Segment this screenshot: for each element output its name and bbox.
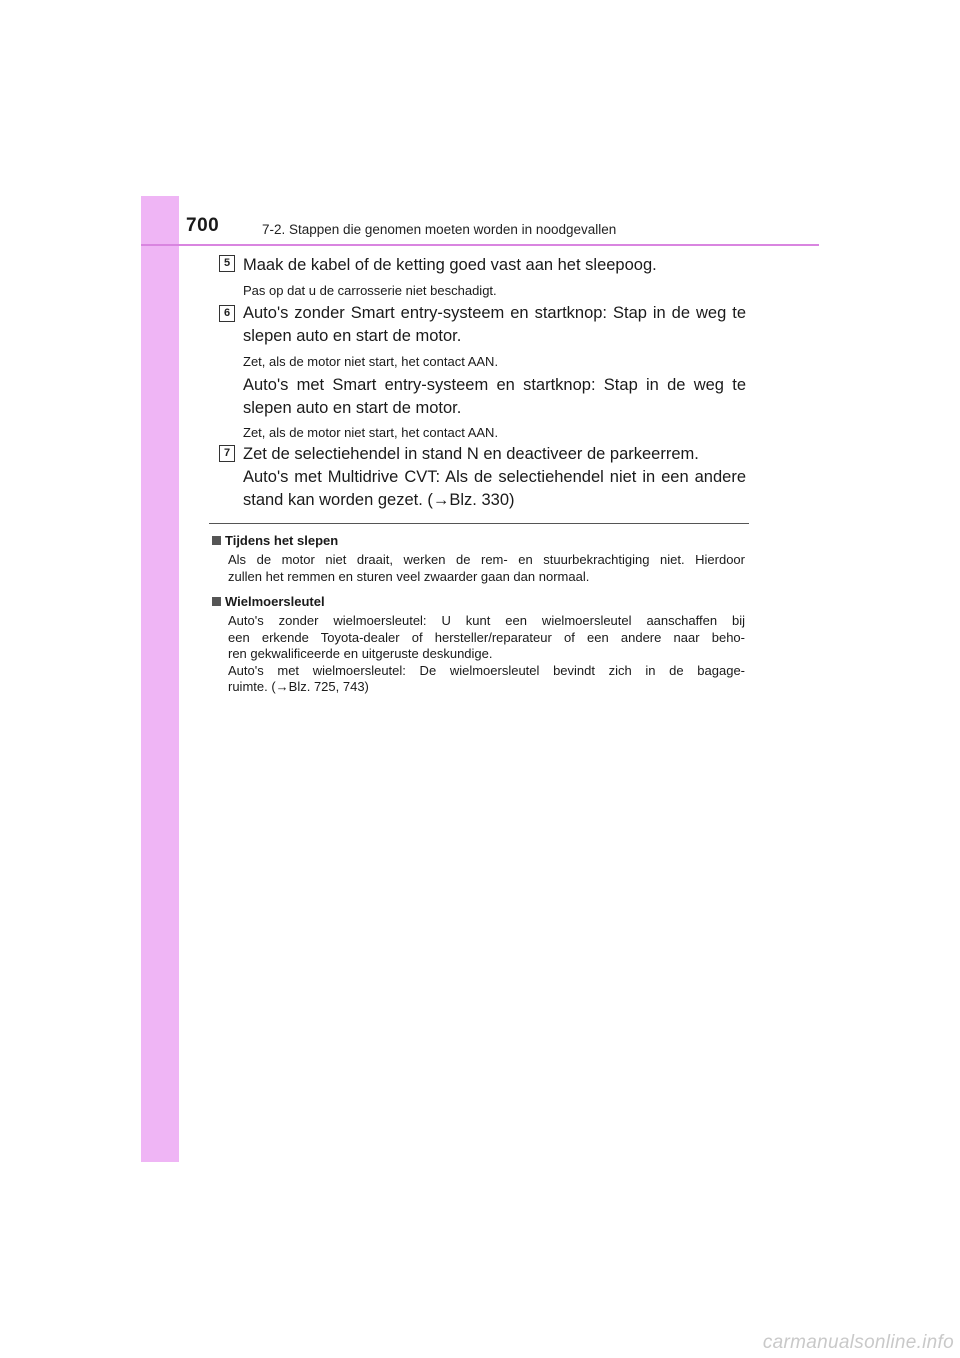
step-5-text: Maak de kabel of de ketting goed vast aan het sleepoog. — [243, 256, 657, 274]
page-reference-link[interactable]: Blz. 725, 743) — [288, 679, 369, 695]
info-towing-line-2: zullen het remmen en sturen veel zwaarder gaan dan normaal. — [228, 568, 590, 584]
step-6-line-1: Auto's zonder Smart entry-systeem en startknop: Stap in de weg te — [243, 304, 746, 322]
header-rule — [141, 244, 819, 246]
info-lug-line-5 — [228, 679, 745, 696]
info-lug-line-3: ren gekwalificeerde en uitgeruste deskundige. — [228, 646, 493, 662]
step-5-note: Pas op dat u de carrosserie niet beschadigt. — [243, 283, 497, 298]
square-bullet-icon — [212, 536, 221, 545]
step-6-alt-text — [243, 374, 746, 420]
info-body-lug-wrench — [228, 613, 745, 696]
arrow-right-icon: → — [275, 679, 289, 695]
page-reference-link[interactable]: Blz. 330) — [449, 491, 515, 509]
step-badge-5: 5 — [219, 255, 235, 272]
side-color-strip — [141, 196, 179, 1162]
section-title: 7-2. Stappen die genomen moeten worden in noodgevallen — [262, 222, 617, 237]
info-heading-towing-text: Tijdens het slepen — [225, 533, 339, 548]
step-6-alt-line-2: slepen auto en start de motor. — [243, 399, 462, 417]
info-lug-line-4: Auto's met wielmoersleutel: De wielmoersleutel bevindt zich in de bagage- — [228, 662, 745, 678]
step-7-text — [243, 443, 746, 512]
info-heading-lug-wrench-text: Wielmoersleutel — [225, 594, 325, 609]
section-divider — [209, 523, 749, 524]
info-heading-towing — [212, 532, 338, 549]
step-badge-7: 7 — [219, 445, 235, 462]
info-heading-lug-wrench — [212, 593, 325, 610]
step-7-line-2: Auto's met Multidrive CVT: Als de selectiehendel niet in een andere — [243, 468, 746, 486]
square-bullet-icon — [212, 597, 221, 606]
step-6-alt-line-1: Auto's met Smart entry-systeem en startknop: Stap in de weg te — [243, 376, 746, 394]
arrow-right-icon: → — [432, 491, 450, 509]
info-lug-line-2: een erkende Toyota-dealer of hersteller/reparateur of een andere naar beho- — [228, 629, 745, 645]
step-6-line-2: slepen auto en start de motor. — [243, 327, 462, 345]
step-6-alt-note: Zet, als de motor niet start, het contact AAN. — [243, 425, 499, 440]
step-6-note: Zet, als de motor niet start, het contact AAN. — [243, 354, 499, 369]
page-number: 700 — [186, 215, 220, 236]
info-lug-line-5-prefix: ruimte. ( — [228, 679, 276, 695]
info-body-towing — [228, 552, 745, 585]
step-7-line-3-prefix: stand kan worden gezet. ( — [243, 491, 433, 509]
watermark: carmanualsonline.info — [762, 1332, 954, 1353]
step-7-line-1: Zet de selectiehendel in stand N en deactiveer de parkeerrem. — [243, 445, 699, 463]
step-badge-6: 6 — [219, 305, 235, 322]
step-6-text — [243, 302, 746, 348]
step-7-line-3 — [243, 489, 746, 512]
info-lug-line-1: Auto's zonder wielmoersleutel: U kunt een wielmoersleutel aanschaffen bij — [228, 613, 745, 628]
info-towing-line-1: Als de motor niet draait, werken de rem- en stuurbekrachtiging niet. Hierdoor — [228, 552, 745, 567]
